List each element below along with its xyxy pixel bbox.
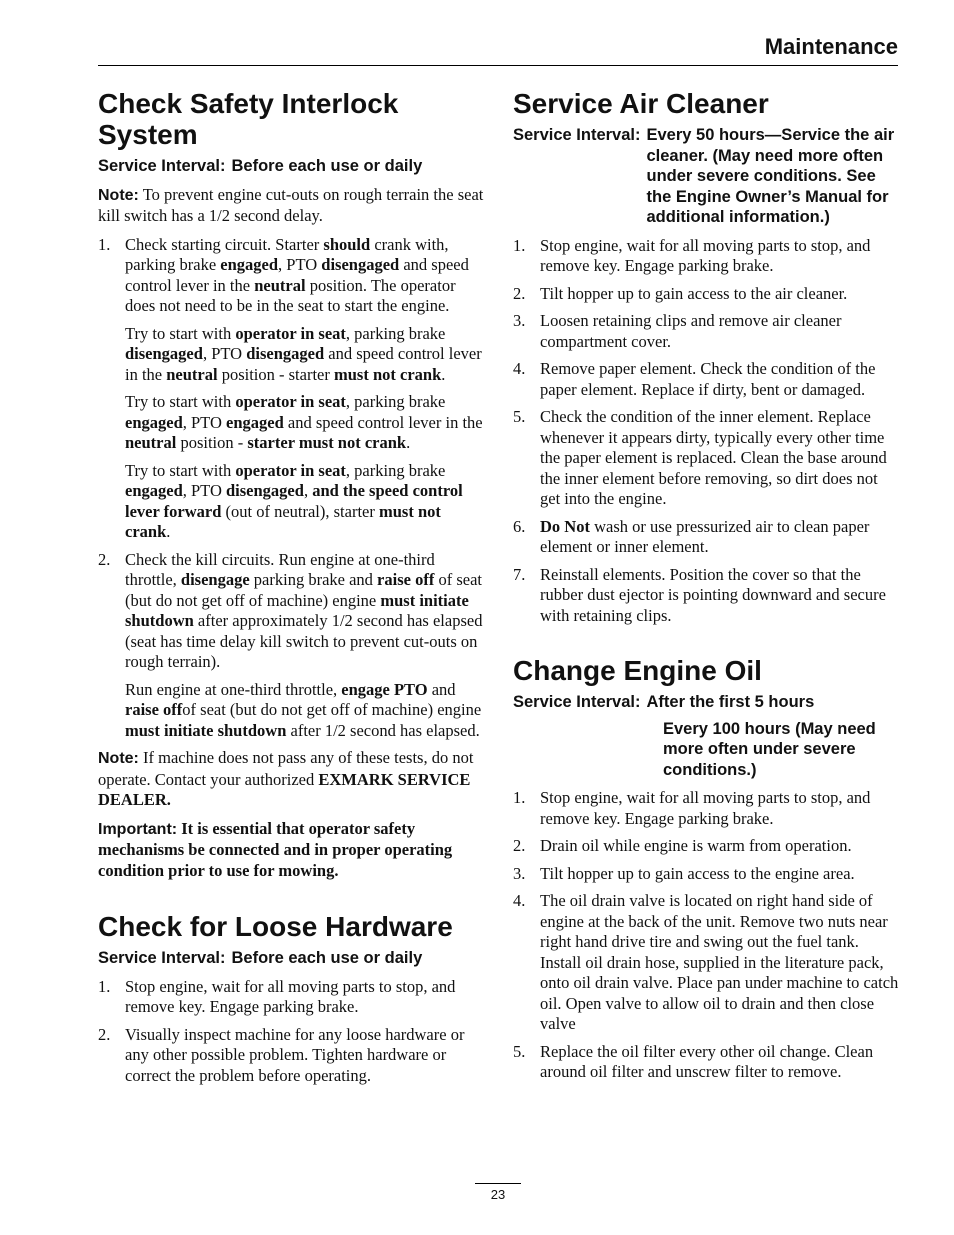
oil-service-interval-extra: Every 100 hours (May need more often under severe conditions.) xyxy=(663,719,876,779)
list-item: 6. Do Not wash or use pressurized air to clean paper element or inner element. xyxy=(513,516,870,556)
important-note: Important: It is essential that operator safety mechanisms be connected and in proper operating condition prior to use for mowing. xyxy=(98,818,453,880)
list-item: 7. Reinstall elements. Position the cover so that the rubber dust ejector is pointing downward and secure with retaining clips. xyxy=(513,564,886,625)
list-item: 1. Stop engine, wait for all moving parts to stop, and remove key. Engage parking brake. xyxy=(513,788,871,828)
list-item: 3. Tilt hopper up to gain access to the engine area. xyxy=(513,863,855,883)
list-item: 5. Replace the oil filter every other oil change. Clean around oil filter and unscrew filter to remove. xyxy=(513,1041,874,1081)
sub-paragraph: Run engine at one-third throttle, engage PTO and raise offof seat (but do not get off of machine) engine must initiate shutdown after 1/2 second has elapsed. xyxy=(125,679,482,740)
oil-steps xyxy=(513,788,900,1083)
list-item: 2. Visually inspect machine for any loose hardware or any other possible problem. Tighten hardware or correct the problem before operating. xyxy=(98,1024,465,1085)
safety-note-2: Note: If machine does not pass any of these tests, do not operate. Contact your authorized EXMARK SERVICE DEALER. xyxy=(98,748,474,809)
list-item: 5. Check the condition of the inner element. Replace whenever it appears dirty, typically every other time the paper element is replaced. Clean the base around the inner element before removing, so dirt does not get into the engine. xyxy=(513,407,887,508)
sub-paragraph: Try to start with operator in seat, parking brake disengaged, PTO disengaged and speed control lever in the neutral position - starter must not crank. xyxy=(125,323,482,384)
right-column xyxy=(513,88,900,1090)
safety-note: Note: To prevent engine cut-outs on rough terrain the seat kill switch has a 1/2 second delay. xyxy=(98,184,484,225)
header-rule xyxy=(98,65,898,66)
list-item: 3. Loosen retaining clips and remove air cleaner compartment cover. xyxy=(513,311,842,351)
sub-paragraph: Try to start with operator in seat, parking brake engaged, PTO disengaged, and the speed control lever forward (out of neutral), starter must not crank. xyxy=(125,460,463,541)
oil-heading: Change Engine Oil xyxy=(513,655,762,686)
list-item: 1. Check starting circuit. Starter should crank with, parking brake engaged, PTO disengaged and speed control lever in the neutral position. The operator does not need to be in the seat to start the engine. xyxy=(98,234,469,315)
safety-heading: Check Safety Interlock System xyxy=(98,88,399,150)
safety-steps-continued xyxy=(98,550,486,673)
list-item: 4. Remove paper element. Check the condition of the paper element. Replace if dirty, bent or damaged. xyxy=(513,359,876,399)
list-item: 2. Drain oil while engine is warm from operation. xyxy=(513,836,852,855)
list-item: 2. Check the kill circuits. Run engine at one-third throttle, disengage parking brake and raise off of seat (but do not get off of machine) engine must initiate shutdown after approximately 1/2 second has elapsed (seat has time delay kill switch to prevent cut-outs on rough terrain). xyxy=(98,549,483,671)
air-steps xyxy=(513,236,900,627)
list-item: 1. Stop engine, wait for all moving parts to stop, and remove key. Engage parking brake. xyxy=(513,235,871,275)
hardware-steps xyxy=(98,977,486,1087)
safety-steps xyxy=(98,235,486,317)
list-item: 2. Tilt hopper up to gain access to the air cleaner. xyxy=(513,283,848,303)
hardware-heading: Check for Loose Hardware xyxy=(98,911,453,942)
air-service-interval: Service Interval: Every 50 hours—Service the air cleaner. (May need more often under severe conditions. See the Engine Owner’s Manual for additional information.) xyxy=(513,126,895,226)
list-item: 1. Stop engine, wait for all moving parts to stop, and remove key. Engage parking brake. xyxy=(98,976,456,1016)
left-column xyxy=(98,88,486,1093)
list-item: 4. The oil drain valve is located on right hand side of engine at the back of the unit. Remove two nuts near right hand drive tire and swing out the fuel tank. Install oil drain hose, supplied in the literature pack, onto oil drain valve. Place pan under machine to catch oil. Open valve to allow oil to drain and then close valve xyxy=(513,891,899,1033)
sub-paragraph: Try to start with operator in seat, parking brake engaged, PTO engaged and speed control lever in the neutral position - starter must not crank. xyxy=(125,392,483,452)
oil-service-interval: Service Interval: After the first 5 hours xyxy=(513,693,815,711)
hardware-service-interval: Service Interval: Before each use or daily xyxy=(98,949,423,967)
section-header: Maintenance xyxy=(764,34,898,59)
air-heading: Service Air Cleaner xyxy=(513,88,769,119)
page-number: 23 xyxy=(475,1183,521,1202)
safety-service-interval: Service Interval: Before each use or daily xyxy=(98,157,423,175)
